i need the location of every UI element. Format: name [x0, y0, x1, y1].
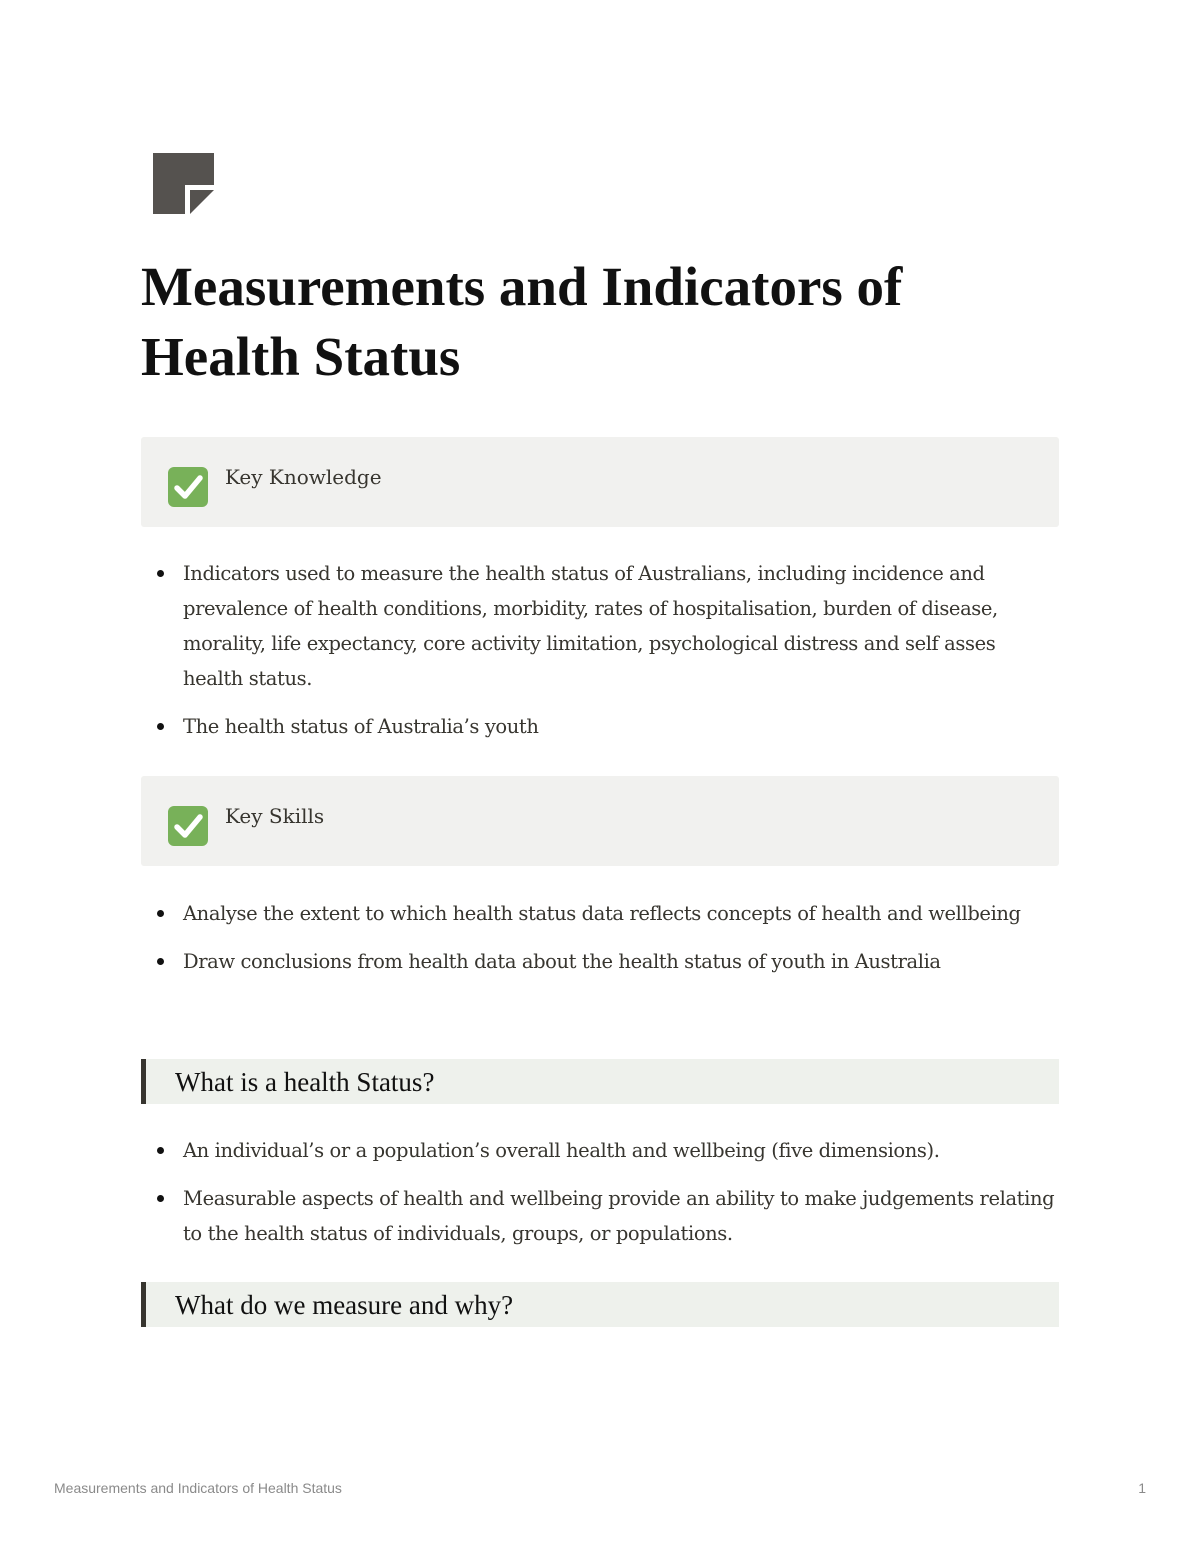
footer-title: Measurements and Indicators of Health Status — [54, 1480, 342, 1496]
key-skills-list — [141, 896, 1061, 992]
key-knowledge-callout — [141, 437, 1059, 527]
section-heading-text: What is a health Status? — [175, 1067, 435, 1097]
list-item: Measurable aspects of health and wellbeing provide an ability to make judgements relating to the health status of individuals, groups, or populations. — [141, 1181, 1061, 1251]
list-item: The health status of Australia’s youth — [141, 709, 1061, 744]
key-skills-label: Key Skills — [225, 804, 325, 828]
bullet-icon — [157, 958, 164, 965]
list-item: Draw conclusions from health data about the health status of youth in Australia — [141, 944, 1061, 979]
list-item: Indicators used to measure the health status of Australians, including incidence and prevalence of health conditions, morbidity, rates of hospitalisation, burden of disease, morality, life expectancy, core activity limitation, psychological distress and self asses health status. — [141, 556, 1061, 696]
health-status-list — [141, 1133, 1061, 1264]
page-title: Measurements and Indicators of Health Status — [141, 256, 903, 387]
bullet-icon — [157, 910, 164, 917]
bullet-icon — [157, 723, 164, 730]
section-heading-text: What do we measure and why? — [175, 1290, 514, 1320]
list-item: Analyse the extent to which health status data reflects concepts of health and wellbeing — [141, 896, 1061, 931]
key-skills-callout — [141, 776, 1059, 866]
key-knowledge-label: Key Knowledge — [225, 465, 382, 489]
bullet-icon — [157, 1147, 164, 1154]
page-icon — [153, 153, 214, 214]
check-mark-icon — [168, 467, 208, 507]
list-item: An individual’s or a population’s overall health and wellbeing (five dimensions). — [141, 1133, 1061, 1168]
check-mark-icon — [168, 806, 208, 846]
bullet-icon — [157, 1195, 164, 1202]
key-knowledge-list — [141, 556, 1061, 757]
bullet-icon — [157, 570, 164, 577]
section-heading-health-status — [141, 1059, 1059, 1104]
section-heading-measure — [141, 1282, 1059, 1327]
page-number: 1 — [1138, 1480, 1146, 1496]
